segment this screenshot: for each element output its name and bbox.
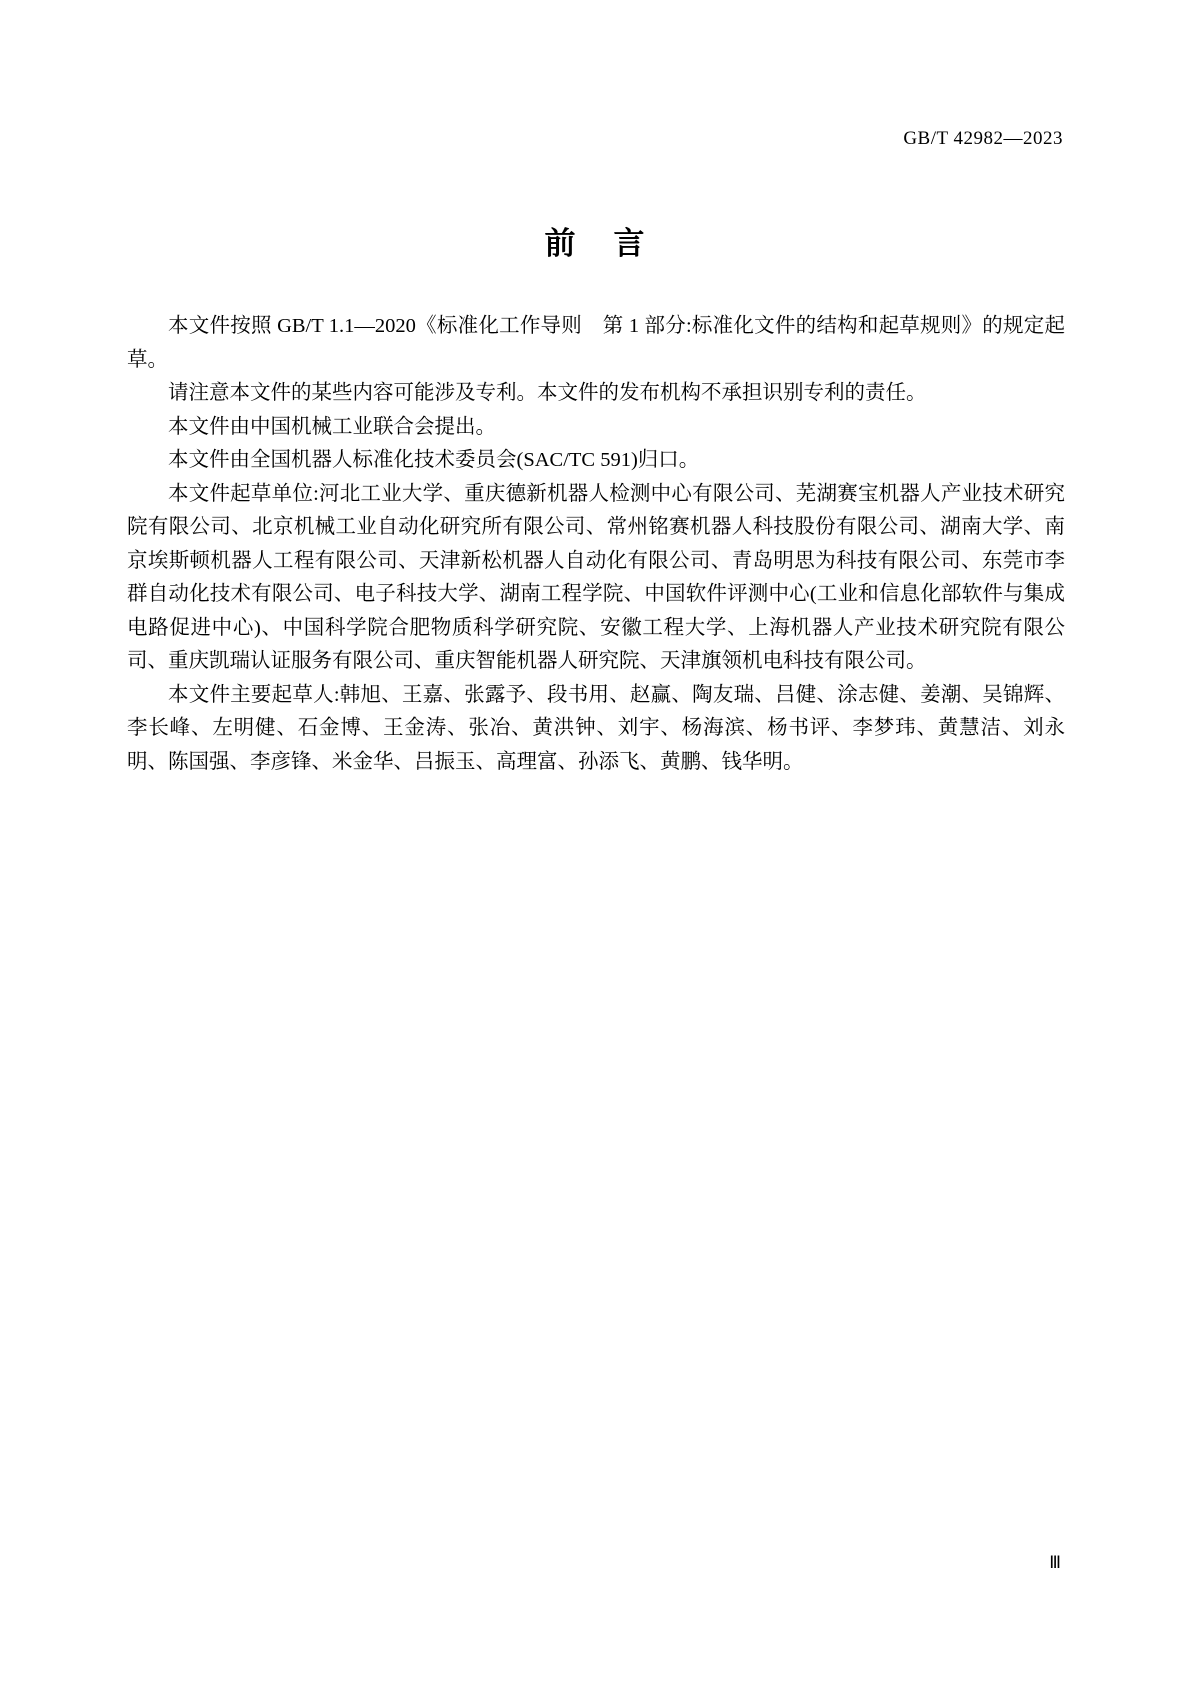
foreword-body: [127, 310, 1065, 779]
foreword-paragraph: 本文件起草单位:河北工业大学、重庆德新机器人检测中心有限公司、芜湖赛宝机器人产业技术研究院有限公司、北京机械工业自动化研究所有限公司、常州铭赛机器人科技股份有限公司、湖南大学、南京埃斯顿机器人工程有限公司、天津新松机器人自动化有限公司、青岛明思为科技有限公司、东莞市李群自动化技术有限公司、电子科技大学、湖南工程学院、中国软件评测中心(工业和信息化部软件与集成电路促进中心)、中国科学院合肥物质科学研究院、安徽工程大学、上海机器人产业技术研究院有限公司、重庆凯瑞认证服务有限公司、重庆智能机器人研究院、天津旗领机电科技有限公司。: [127, 482, 1065, 672]
page-header-standard-number: GB/T 42982—2023: [903, 128, 1063, 149]
foreword-paragraph: 本文件按照 GB/T 1.1—2020《标准化工作导则 第 1 部分:标准化文件的结构和起草规则》的规定起草。: [127, 315, 1065, 371]
foreword-paragraph: 本文件由中国机械工业联合会提出。: [168, 415, 496, 438]
page-title: [0, 218, 1191, 263]
page-title-char-1: 前: [544, 226, 578, 262]
foreword-paragraph: 本文件由全国机器人标准化技术委员会(SAC/TC 591)归口。: [168, 449, 700, 471]
page-number: Ⅲ: [1049, 1553, 1061, 1572]
page-title-char-2: 言: [613, 226, 647, 262]
foreword-paragraph: 请注意本文件的某些内容可能涉及专利。本文件的发布机构不承担识别专利的责任。: [168, 382, 927, 404]
foreword-paragraph: 本文件主要起草人:韩旭、王嘉、张露予、段书用、赵赢、陶友瑞、吕健、涂志健、姜潮、吴锦辉、李长峰、左明健、石金博、王金涛、张冶、黄洪钟、刘宇、杨海滨、杨书评、李梦玮、黄慧洁、刘永明、陈国强、李彦锋、米金华、吕振玉、高理富、孙添飞、黄鹏、钱华明。: [127, 683, 1065, 773]
